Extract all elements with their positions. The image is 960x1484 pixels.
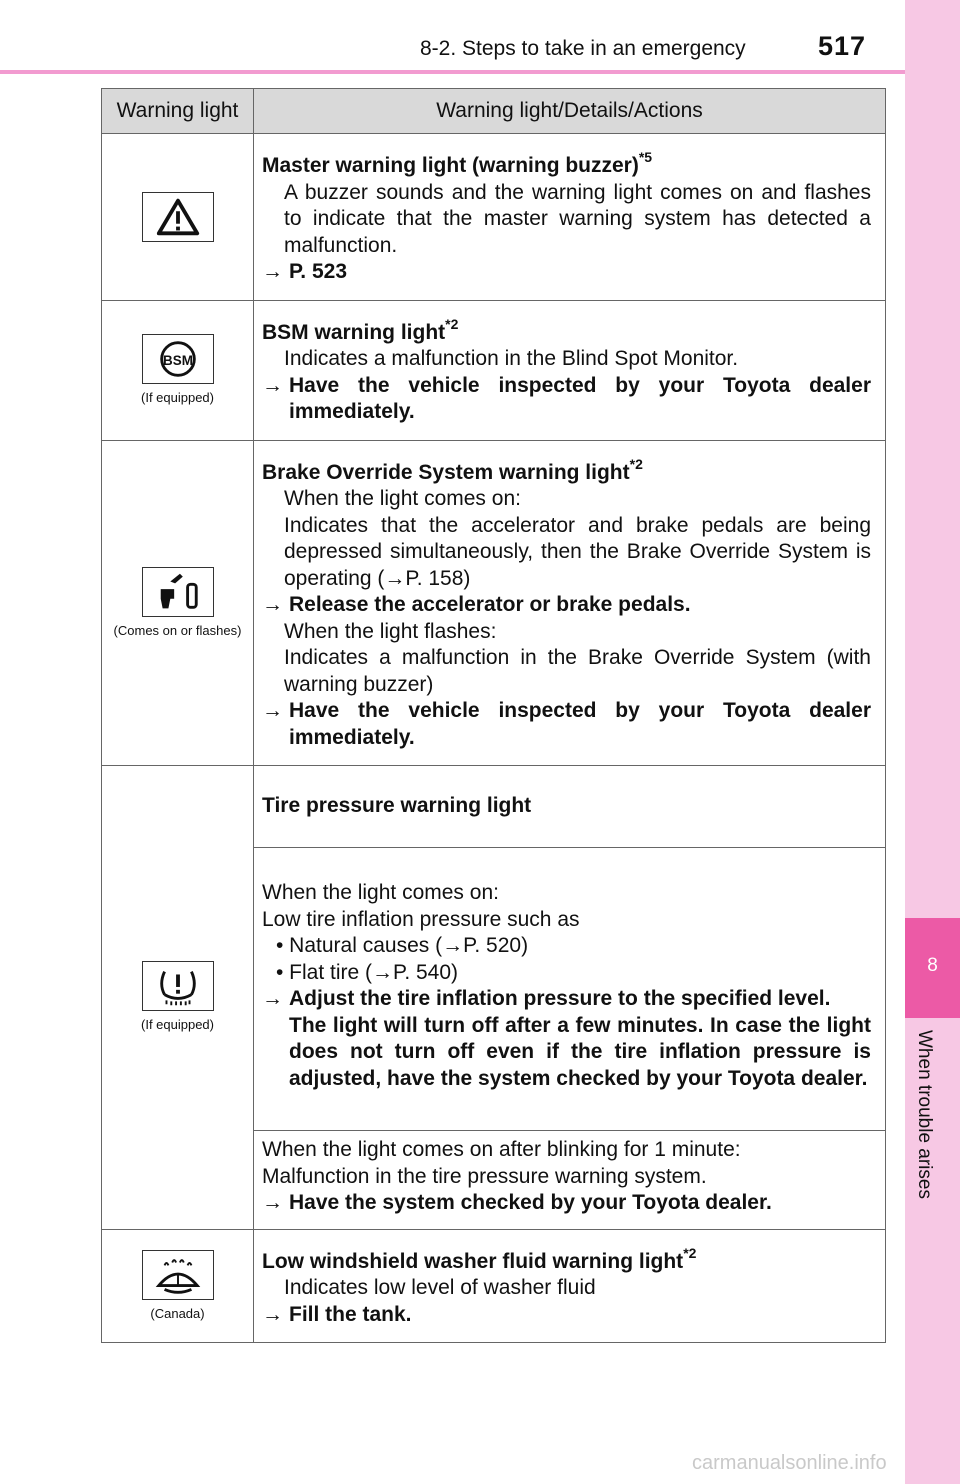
icon-caption: (Canada)	[150, 1305, 205, 1321]
icon-caption: (If equipped)	[141, 1017, 214, 1033]
action-line	[262, 259, 871, 286]
detail-cell	[254, 300, 886, 440]
page-reference-link[interactable]: P. 523	[289, 260, 348, 283]
warning-description: Indicates a malfunction in the Blind Spot Monitor.	[284, 347, 739, 370]
action-line	[262, 373, 871, 426]
warning-description: Low tire inflation pressure such as	[262, 907, 580, 931]
arrow-icon: →	[262, 1191, 283, 1214]
warning-description: Malfunction in the tire pressure warning system.	[262, 1164, 707, 1188]
detail-cell	[254, 1131, 886, 1230]
detail-cell	[254, 134, 886, 301]
column-header-details: Warning light/Details/Actions	[254, 89, 886, 134]
table-row	[102, 440, 886, 766]
action-line	[262, 986, 871, 1092]
icon-cell	[102, 134, 254, 301]
watermark: carmanualsonline.info	[692, 1452, 887, 1474]
arrow-icon: →	[262, 260, 283, 283]
page-number: 517	[818, 31, 867, 61]
arrow-icon: →	[262, 1302, 283, 1326]
arrow-icon: →	[262, 373, 283, 397]
icon-caption: (If equipped)	[141, 390, 214, 406]
action-text: Adjust the tire inflation pressure to the specified level.	[289, 987, 831, 1010]
action-text: Have the vehicle inspected by your Toyota dealer immediately.	[289, 373, 871, 423]
warning-description: Indicates that the accelerator and brake pedals are being depressed simultaneously, then the Brake Override System is operating (→P. 158)	[284, 513, 871, 590]
icon-cell	[102, 300, 254, 440]
condition-text: When the light comes on after blinking for 1 minute:	[262, 1138, 741, 1161]
arrow-icon: →	[262, 699, 283, 722]
icon-caption: (Comes on or flashes)	[113, 622, 242, 638]
list-item: • Flat tire (→P. 540)	[276, 960, 459, 984]
chapter-title: When trouble arises	[914, 1030, 935, 1199]
arrow-icon: →	[262, 593, 283, 616]
bsm-icon	[142, 334, 214, 384]
warning-title: Brake Override System warning light$^{*2}$	[262, 455, 643, 484]
action-text: Release the accelerator or brake pedals.	[289, 593, 691, 616]
icon-cell	[102, 440, 254, 766]
header-rule	[0, 70, 905, 74]
arrow-icon: →	[262, 987, 283, 1010]
chapter-number: 8	[927, 955, 938, 976]
tire-pressure-icon	[142, 961, 214, 1011]
warning-title: Tire pressure warning light	[262, 794, 532, 818]
action-line	[262, 698, 871, 751]
warning-title: Master warning light (warning buzzer)$^{*5}$	[262, 149, 653, 177]
condition-text: When the light flashes:	[284, 619, 497, 643]
table-row	[102, 134, 886, 301]
detail-cell	[254, 440, 886, 766]
table-row	[102, 1229, 886, 1343]
action-note: The light will turn off after a few minutes. In case the light does not turn off even if the tire inflation pressure is adjusted, have the system checked by your Toyota dealer.	[289, 1013, 871, 1090]
warning-title: Low windshield washer fluid warning light$^{*2}$	[262, 1244, 697, 1273]
action-line	[262, 1190, 871, 1217]
washer-fluid-icon	[142, 1250, 214, 1300]
warning-description: Indicates low level of washer fluid	[284, 1276, 596, 1299]
svg-text:BSM: BSM	[162, 352, 193, 368]
warning-light-table	[101, 88, 886, 1343]
list-item: • Natural causes (→P. 520)	[276, 934, 529, 957]
detail-cell	[254, 766, 886, 848]
condition-text: When the light comes on:	[284, 487, 521, 510]
detail-cell	[254, 1229, 886, 1343]
detail-cell	[254, 848, 886, 1131]
brake-override-icon	[142, 567, 214, 617]
table-header-row	[102, 89, 886, 134]
warning-title: BSM warning light$^{*2}$	[262, 315, 459, 344]
side-tab	[905, 0, 960, 1484]
action-text: Have the vehicle inspected by your Toyota dealer immediately.	[289, 699, 871, 749]
master-warning-triangle-icon	[142, 192, 214, 242]
condition-text: When the light comes on:	[262, 881, 499, 904]
section-title: 8-2. Steps to take in an emergency	[420, 37, 746, 60]
icon-cell	[102, 1229, 254, 1343]
icon-cell	[102, 766, 254, 1230]
table-row	[102, 300, 886, 440]
column-header-warning-light: Warning light	[102, 89, 254, 134]
action-line	[262, 1302, 871, 1329]
action-text: Fill the tank.	[289, 1302, 412, 1326]
warning-description: Indicates a malfunction in the Brake Override System (with warning buzzer)	[284, 646, 871, 696]
table-row	[102, 766, 886, 848]
action-text: Have the system checked by your Toyota dealer.	[289, 1191, 772, 1214]
warning-description: A buzzer sounds and the warning light comes on and flashes to indicate that the master warning system has detected a malfunction.	[284, 180, 871, 257]
action-line	[262, 592, 871, 619]
